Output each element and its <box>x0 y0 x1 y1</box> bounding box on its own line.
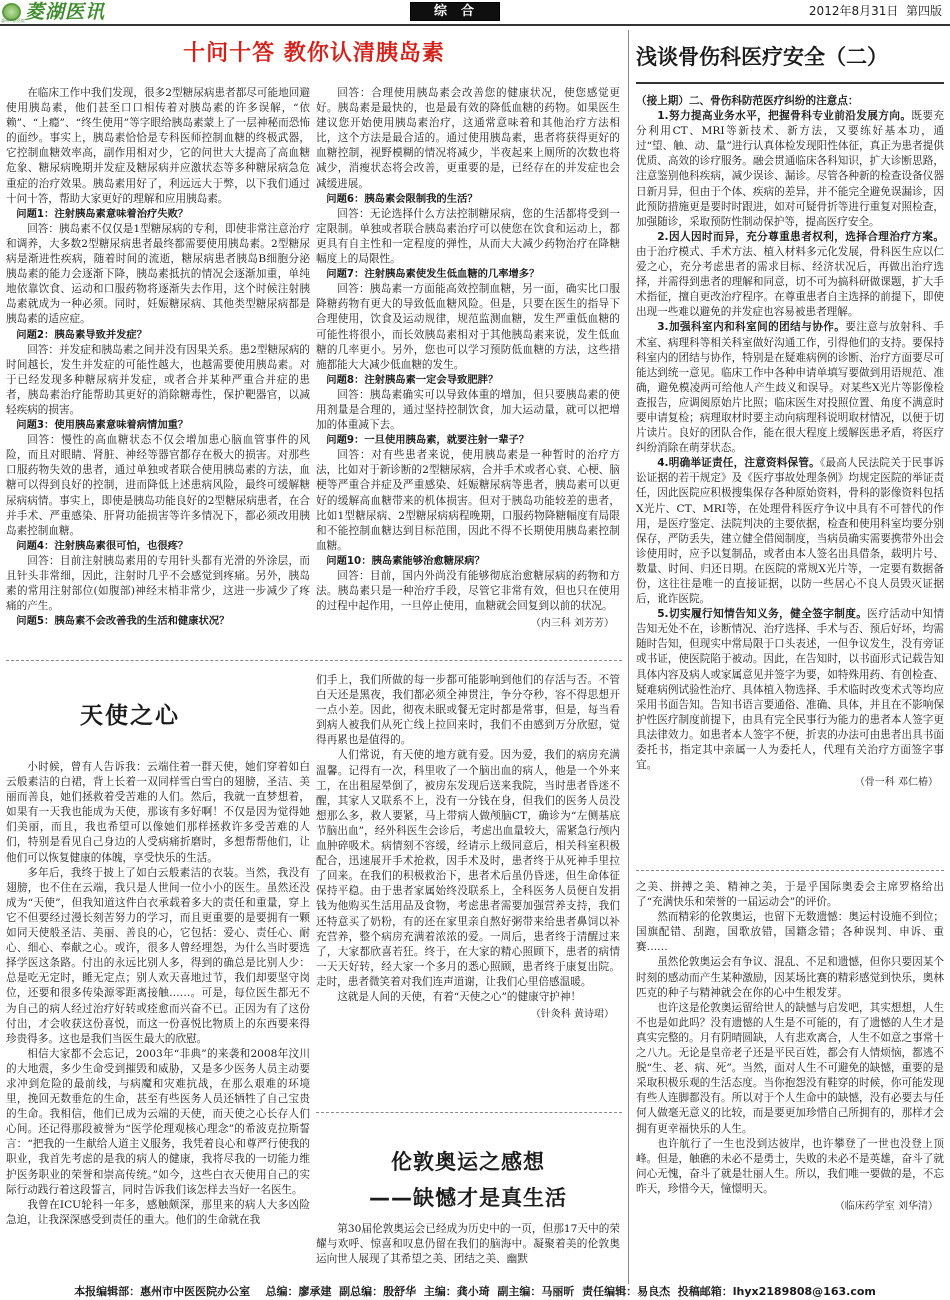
article3-title: 天使之心 <box>80 703 180 729</box>
paragraph: 回答：胰岛素确实可以导致体重的增加，但只要胰岛素的使用剂量是合理的，通过坚持控制饮食，加大运动量，就可以把增加的体重减下去。 <box>316 388 620 432</box>
paragraph: 也许这是伦敦奥运留给世人的缺憾与启发吧，其实想想，人生不也是如此吗？没有遗憾的人生是不可能的，有了遗憾的人生才是真实完整的。月有阴晴圆缺，人有悲欢离合，人生不如意之事常十之八九。无论是皇帝老子还是平民百姓，都会有人情烦恼，都逃不脱“生、老、病、死”。当然，面对人生不可避免的缺憾，重要的是采取积极乐观的生活态度。当你抱怨没有鞋穿的时候，你可能发现有些人连脚都没有。所以对于个人生命中的缺憾，没有必要去与任何人做毫无意义的比较，而是要更加珍惜自己所拥有的，那样才会拥有更幸福快乐的人生。 <box>636 1001 944 1135</box>
paragraph-text: 医疗活动中知情告知无处不在，诊断情况、治疗选择、手术与否、预后好坏，均需随时告知，但现实中常局限于口头表述，一但争议发生，没有旁证或书证，使医院陷于被动。因此，在告知时，以书面形式记载告知具体内容及病人或家属意见并签字为要，如特殊用药、有创检查、疑难病例试验性治疗、具体植入物选择、手术临时改变术式等均应采用书面告知。告知书语言要通俗、准确、具体，并且在不影响保护性医疗制度前提下，由具有完全民事行为能力的患者本人签字更具法律效力。如患者本人签字不便，折衷的办法可由患者出具书面委托书，指定其中亲属一人为委托人，代理有关治疗方面签字事宜。 <box>636 608 944 772</box>
paragraph: 回答：合理使用胰岛素会改善您的健康状况，使您感觉更好。胰岛素是最快的，也是最有效的降低血糖的药物。如果医生建议您开始使用胰岛素治疗，这通常意味着和其他治疗方法相比，这个方法是最合适的。通过使用胰岛素，患者将获得更好的血糖控制，视野模糊的情况将减少，半夜起来上厕所的次数也将减少，消瘦状态将会改善，更重要的是，已经存在的并发症也会减缓进展。 <box>316 87 620 190</box>
paragraph <box>636 607 944 773</box>
question-heading: 问题2：胰岛素导致并发症？ <box>16 328 148 341</box>
paragraph: 相信大家都不会忘记，2003年“非典”的来袭和2008年汶川的大地震，多少生命受到摧毁和威胁，又是多少医务人员主动要求冲到危险的最前线，与病魔和灾难抗战，在那么艰难的环境里，挽回无数垂危的生命，甚至有些医务人员还牺牲了自己宝贵的生命。我相信，他们已成为云端的天使，而天使之心长存人们心间。还记得那段被誉为“医学伦理观核心理念”的希波克拉斯誓言：“把我的一生献给人道主义服务，我凭着良心和尊严行使我的职业，我首先考虑的是我的病人的健康，我将尽我的一切能力维护医务职业的荣誉和崇高传统。”如今，这些白衣天使用自己的实际行动践行着这段誓言，同时告诉我们该怎样去当好一名医生。 <box>6 1047 310 1196</box>
article3-col1 <box>6 760 310 1272</box>
author-signature: （临床药学室 刘华清） <box>834 1200 938 1212</box>
paragraph: 这就是人间的天使，有着“天使之心”的健康守护神！ <box>337 990 582 1003</box>
paragraph: 多年后，我终于披上了如白云般素洁的衣装。当然，我没有翅膀，也不住在云端，我只是人世间一位小小的医生。虽然还没成为“天使”，但我知道这件白衣承载着多大的责任和重量，穿上它不但要经过漫长刻苦努力的学习，而且更重要的是要拥有一颗如同天使般圣洁、美丽、善良的心，它包括：爱心、责任心、耐心、细心、奉献之心。或许，很多人曾经埋怨，为什么当时要选择学医这条路。付出的永远比别人多，得到的确总是比别人少：总是吃无定时，睡无定点；别人欢天喜地过节，我们却要坚守岗位，还要和很多传染源零距离接触……。可是，每位医生都无不为自己的病人经过治疗好转或痊愈而兴奋不已。正因为有了这份付出，才会收获这份喜悦，而这一份喜悦比物质上的东西要来得珍贵得多。这也是我们当医生最大的欣慰。 <box>6 866 310 1045</box>
paragraph: 然而精彩的伦敦奥运，也留下无数遗憾：奥运村设施不到位；国旗配错、刮跑，国歌放错，国籍念错；各种误判、申诉、重赛…… <box>636 911 944 954</box>
article4-subtitle: ——缺憾才是真生活 <box>369 1186 567 1210</box>
article1-col2 <box>316 86 620 654</box>
point-heading: 4.明确举证责任，注意资料保管。 <box>657 457 820 470</box>
paragraph: 虽然伦敦奥运会有争议、混乱、不足和遗憾，但你只要因某个时刻的感动而产生某种激励，因某场比赛的精彩感觉到快乐，奥林匹克的种子与精神就会在你的心中生根发芽。 <box>636 956 944 999</box>
author-signature: （骨一科 邓仁椿） <box>854 777 938 789</box>
point-heading: 3.加强科室内和科室间的团结与协作。 <box>657 321 846 334</box>
author-signature: （内三科 刘芳芳） <box>530 618 614 630</box>
article1-col1 <box>6 86 310 654</box>
article4-title: 伦敦奥运之感想 <box>391 1150 545 1174</box>
article2-body <box>636 94 944 864</box>
paragraph: 回答：慢性的高血糖状态不仅会增加患心脑血管事件的风险，而且对眼睛、肾脏、神经等器官都存在极大的损害。对那些口服药物失效的患者，通过单独或者联合使用胰岛素的方法，血糖可以得到良好的控制，进而降低上述患病风险，最终可缓解糖尿病病情。事实上，即使是胰岛功能良好的2型糖尿病患者，在合并手术、严重感染、肝肾功能损害等许多情况下，都必须改用胰岛素控制血糖。 <box>6 434 310 537</box>
footer-info: 本报编辑部：惠州市中医医院办公室 总编：廖承建 副总编：殷舒华 主编：龚小琦 副主编：马丽昕 责任编辑：易良杰 投稿邮箱：lhyx2189808@163.com <box>0 1284 950 1300</box>
paragraph-text: 既要充分利用CT、MRI等新技术、新方法，又要练好基本功，通过“望、触、动、量”进行认真体检发现阳性体征，真正为患者提供优质、高效的诊疗服务。融会贯通临床各科知识，扩大诊断思路，注意鉴别他科疾病，减少误诊、漏诊。尽管各种新的检查设备仪器日新月异，但由于个体、疾病的差异，并不能完全避免误漏诊，因此预防措施更是要时时跟进，如对可疑骨折等进行重复对照检查，加强随诊，采取预防性制动保护等，提高医疗安全。 <box>636 110 944 228</box>
point-heading: 2.因人因时而异，充分尊重患者权利，选择合理治疗方案。 <box>657 230 944 243</box>
point-heading: 1.努力提高业务水平，把握骨科专业前沿发展方向。 <box>657 110 912 123</box>
article1-title: 十问十答 教你认清胰岛素 <box>183 40 445 66</box>
section-tab <box>410 2 500 21</box>
paragraph-text: 《最高人民法院关于民事诉讼证据的若干规定》及《医疗事故处理条例》均规定医院的举证责任，因此医院应积极搜集保存各种原始资料，骨科的影像资料包括X光片、CT、MRI等，在处理骨科医疗争议中具有不可替代的作用，是医疗鉴定、法院判决的主要依据，检查和使用科室均要分别保存，严防丢失，建立健全借阅制度，当病员确实需要携带外出会诊使用时，应予以复制品，或者由本人签名出具借条，载明片号、数量、时间、归还日期。在医院的常规X光片等，一定要有数据备份，这往往是唯一的直接证据，以防一些居心不良人员毁灭证据后，讹诈医院。 <box>636 457 944 606</box>
article3-col2 <box>316 673 620 1105</box>
paper-name: 菱湖医讯 <box>25 1 106 23</box>
section-label: 综合 <box>433 4 488 19</box>
article-separator-left <box>6 660 622 661</box>
question-heading: 问题3：使用胰岛素意味着病情加重？ <box>16 419 189 432</box>
article4-col1 <box>316 1222 620 1286</box>
paragraph: 小时候，曾有人告诉我：云端住着一群天使，她们穿着如白云般素洁的白裙，背上长着一双同样雪白雪白的翅膀，圣洁、美丽而善良，她们拯救着受苦难的人们。然后，我就一直梦想着，如果有一天我也能成为天使，那该有多好啊！不仅是因为觉得她们美丽，而且，我也希望可以像她们那样拯救许多受苦难的人们，特别是看见自己身边的人受病痛折磨时，多想帮帮他们，让他们可以恢复健康的体魄，享受快乐的生活。 <box>6 761 310 864</box>
paragraph: 回答：对有些患者来说，使用胰岛素是一种暂时的治疗方法，比如对于新诊断的2型糖尿病，合并手术或者心衰、心梗、脑梗等严重合并症及严重感染、妊娠糖尿病等患者，胰岛素可以更好的缓解高血糖带来的机体损害。但对于胰岛功能较差的患者，比如1型糖尿病、2型糖尿病病程晚期，口服药物降糖幅度有局限和不能控制血糖达到目标范围，因此不得不长期使用胰岛素控制血糖。 <box>316 449 620 552</box>
question-heading: 问题4：注射胰岛素很可怕，也很疼？ <box>16 539 189 552</box>
question-heading: 问题5：胰岛素不会改善我的生活和健康状况？ <box>16 615 230 628</box>
section-heading: （接上期）二、骨伤科防范医疗纠纷的注意点： <box>636 95 859 107</box>
article-separator-right <box>636 870 944 871</box>
article4-col2 <box>636 880 944 1284</box>
article-separator-mid <box>316 1112 622 1113</box>
author-signature: （针灸科 黄诗珺） <box>530 1009 614 1021</box>
question-heading: 问题9：一旦使用胰岛素，就要注射一辈子？ <box>326 434 530 447</box>
paragraph: 回答：目前注射胰岛素用的专用针头都有光滑的外涂层，而且针头非常细，因此，注射时几乎不会感觉到疼痛。另外，胰岛素的常用注射部位(如腹部)神经末梢非常少，这进一步减少了疼痛的产生。 <box>6 554 310 613</box>
question-heading: 问题8：注射胰岛素一定会导致肥胖？ <box>326 373 499 386</box>
masthead-rule <box>0 24 950 26</box>
paragraph: 们手上，我们所做的每一步都可能影响到他们的存活与否。不管白天还是黑夜，我们都必须全神贯注，争分夺秒，容不得思想开一点小差。因此，彻夜未眠或餐无定时都是常事，但是，每当看到病人被我们从死亡线上拉回来时，我们不由感到万分欣慰，觉得再累也是值得的。 <box>316 674 620 747</box>
paragraph: 回答：并发症和胰岛素之间并没有因果关系。患2型糖尿病的时间越长，发生并发症的可能性越大，也越需要使用胰岛素。对于已经发现多种糖尿病并发症，或者合并某种严重合并症的患者，胰岛素治疗能帮助其更好的消除糖毒性，保护靶器官，以减轻疾病的损害。 <box>6 343 310 416</box>
paragraph <box>636 320 944 456</box>
paragraph: 我曾在ICU轮科一年多，感触颇深，那里来的病人大多凶险急迫，让我深深感受到责任的重大。他们的生命就在我 <box>6 1198 310 1226</box>
paragraph <box>636 456 944 607</box>
masthead <box>0 0 950 24</box>
vertical-divider <box>628 30 629 1292</box>
paragraph: 人们常说，有天使的地方就有爱。因为爱，我们的病房充满温馨。记得有一次，科里收了一个脑出血的病人，他是一个外来工，在出租屋晕倒了，被房东发现后送来我院，当时患者昏迷不醒，其家人又联系不上，没有一分钱在身，但我们的医务人员没想那么多，救人要紧，马上带病人做颅脑CT，确诊为“左侧基底节脑出血”，经外科医生会诊后，考虑出血量较大，需紧急行颅内血肿碎吸术。病情刻不容缓，经请示上级同意后，相关科室积极配合，迅速展开手术抢救，因手术及时，患者终于从死神手里拉了回来。在我们的积极救治下，患者术后虽仍昏迷，但生命体征保持平稳。由于患者家属始终没联系上，全科医务人员便自发捐钱为他购买生活用品及食物，考虑患者需要加强营养支持，我们还特意买了奶粉，有的还在家里亲自熬好粥带来给患者鼻饲以补充营养，整个病房充满着浓浓的爱。一周后，患者终于清醒过来了，大家都欣喜若狂。终于，在大家的精心照顾下，患者的病情一天天好转，经大家一个多月的悉心照顾，患者终于康复出院。走时，患者微笑着对我们连声道谢，让我们心里倍感温暖。 <box>316 749 620 988</box>
article2-title-underline <box>636 82 944 84</box>
paragraph-text: 要注意与放射科、手术室、病理科等相关科室做好沟通工作，引得他们的支持。要保持科室内的团结与协作，特别是在疑难病例的诊断、治疗方面要尽可能达到统一意见。临床工作中各种申请单填写要做到用语规范、准确，避免模凌两可给他人产生歧义和误导。对某些X光片等影像检查报告，应调阅原始片比照；临床医生对投照位置、角度不满意时要申请复检；病理取材时要主动向病理科说明取材情况，以便于切片读片。良好的团队合作，能在很大程度上缓解医患矛盾，将医疗纠纷消除在萌芽状态。 <box>636 321 944 455</box>
paragraph: 也许航行了一生也没到达彼岸，也许攀登了一世也没登上顶峰。但是，触礁的未必不是勇士，失败的未必不是英雄，奋斗了就问心无愧，奋斗了就是壮丽人生。所以，我们唯一要做的是，不忘昨天，珍惜今天，憧憬明天。 <box>636 1137 944 1195</box>
article2-title: 浅谈骨伤科医疗安全（二） <box>636 44 888 69</box>
logo-text: 惠州中医医院 <box>1 18 25 23</box>
paragraph: 之美、拼搏之美、精神之美，于是乎国际奥委会主席罗格给出了“充满快乐和荣誉的一届运动会”的评价。 <box>636 881 944 909</box>
paragraph: 回答：胰岛素一方面能高效控制血糖，另一面，确实比口服降糖药物有更大的导致低血糖风险。但是，只要在医生的指导下合理使用，饮食及运动规律，规范监测血糖，发生严重低血糖的可能性将很小，而长效胰岛素相对于其他胰岛素来说，发生低血糖的几率更小。另外，您也可以学习预防低血糖的方法，这些措施都能大大减少低血糖的发生。 <box>316 283 620 371</box>
paragraph <box>636 109 944 230</box>
paragraph: 回答：目前，国内外尚没有能够彻底治愈糖尿病的药物和方法。胰岛素只是一种治疗手段，尽管它非常有效，但也只在使用的过程中起作用，一旦停止使用，血糖就会回复到以前的状况。 <box>316 570 620 613</box>
paragraph: 回答：胰岛素不仅仅是1型糖尿病的专利，即使非常注意治疗和调养，大多数2型糖尿病患者最终都需要使用胰岛素。2型糖尿病是渐进性疾病，随着时间的流逝，糖尿病患者胰岛B细胞分泌胰岛素的能力会逐渐下降，胰岛素抵抗的情况会逐渐加重，单纯地依靠饮食、运动和口服药物将逐渐失去作用，这个时候注射胰岛素就成为一种必须。同时，妊娠糖尿病、其他类型糖尿病都是胰岛素的适应症。 <box>6 222 310 326</box>
paragraph <box>636 230 944 321</box>
question-heading: 问题7：注射胰岛素使发生低血糖的几率增多？ <box>326 268 540 281</box>
date-issue: 2012年8月31日 第四版 <box>808 4 942 18</box>
question-heading: 问题1：注射胰岛素意味着治疗失败？ <box>16 207 189 220</box>
question-heading: 问题10：胰岛素能够治愈糖尿病？ <box>326 554 485 567</box>
paragraph: 第30届伦敦奥运会已经成为历史中的一页，但那17天中的荣耀与欢呼、惊喜和叹息仍留在我们的脑海中。凝聚着美的伦敦奥运向世人展现了其希望之美、团结之美、幽默 <box>316 1223 620 1266</box>
paragraph-text: 由于治疗模式、手术方法、植入材料多元化发展，骨科医生应以仁爱之心，充分考虑患者的需求目标、经济状况后，再做出治疗选择，并需得到患者的理解和同意，切不可为搞科研做课题，扩大手术指征，擅自更改治疗程序。在尊重患者自主选择的前提下，即使出现一些难以避免的并发症也容易被患者理解。 <box>636 245 944 319</box>
paragraph: 回答：无论选择什么方法控制糖尿病，您的生活都将受到一定限制。单独或者联合胰岛素治疗可以使您在饮食和运动上，都更具有自主性和一定程度的弹性，从而大大减少药物治疗在降糖幅度上的局限性。 <box>316 207 620 266</box>
paragraph: 在临床工作中我们发现，很多2型糖尿病患者都尽可能地回避使用胰岛素，他们甚至口口相传着对胰岛素的许多误解，“依赖”、“上瘾”、“终生使用”等字眼给胰岛素蒙上了一层神秘而恐怖的面纱。事实上，胰岛素恰恰是专科医师控制血糖的终极武器，它控制血糖效率高，副作用相对少，它的问世大大提高了高血糖危象、糖尿病晚期并发症及糖尿病并应激状态等多种糖尿病急危重症的治疗效果。胰岛素用好了，利远远大于弊，以下我们通过十问十答，帮助大家更好的理解和应用胰岛素。 <box>6 87 310 205</box>
point-heading: 5.切实履行知情告知义务，健全签字制度。 <box>657 608 868 621</box>
question-heading: 问题6：胰岛素会限制我的生活？ <box>326 192 478 205</box>
